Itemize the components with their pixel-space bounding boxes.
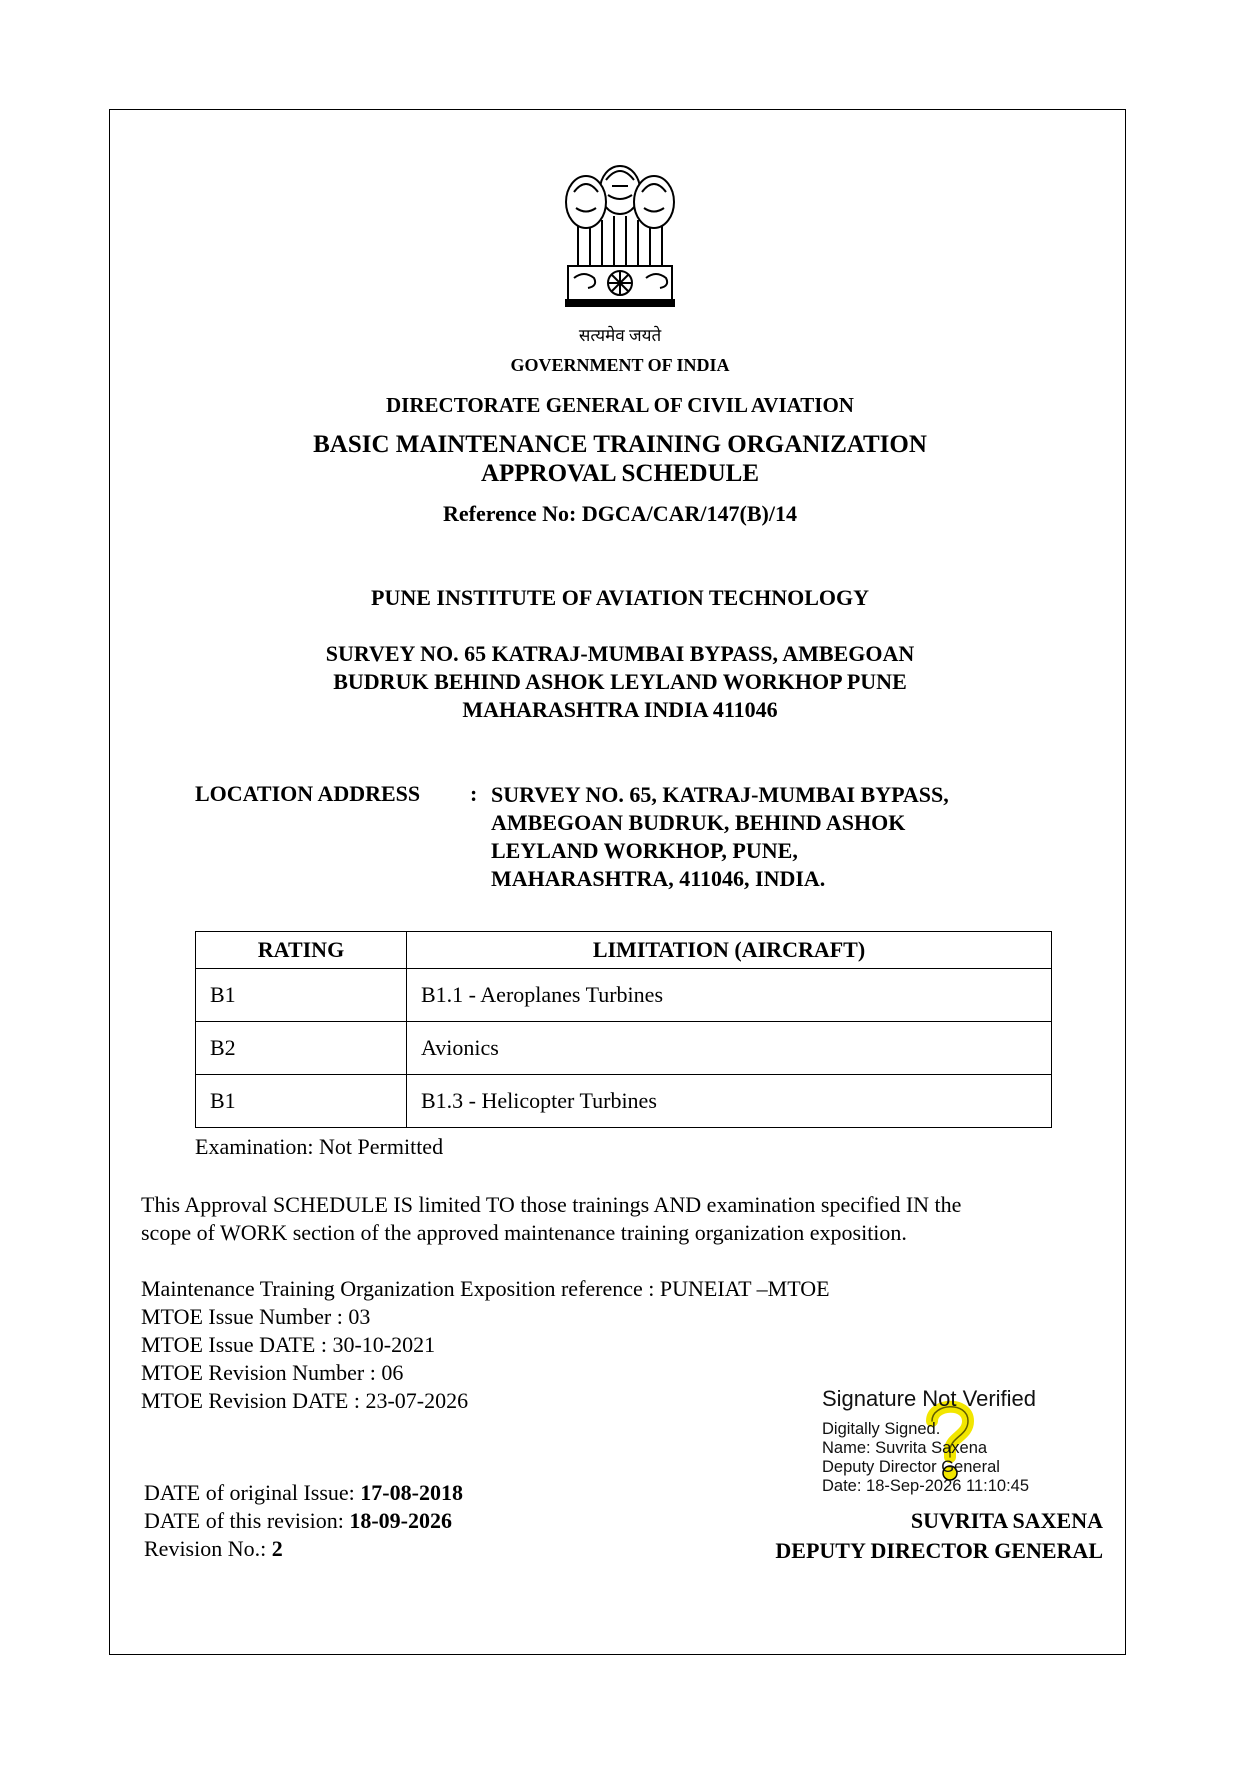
- location-address-label: LOCATION ADDRESS: [195, 781, 421, 806]
- signature-detail: Name: Suvrita Saxena: [822, 1439, 988, 1457]
- revision-date: [144, 1507, 463, 1535]
- location-address-line: AMBEGOAN BUDRUK, BEHIND ASHOK: [491, 810, 906, 835]
- column-header-limitation: LIMITATION (AIRCRAFT): [407, 932, 1052, 969]
- location-address-line: MAHARASHTRA, 411046, INDIA.: [491, 866, 826, 891]
- signature-status: Signature Not Verified: [822, 1386, 1037, 1411]
- issue-info: [144, 1479, 463, 1563]
- location-address-value: [491, 781, 1051, 893]
- signatory-block: [775, 1506, 1103, 1566]
- signatory-designation: DEPUTY DIRECTOR GENERAL: [775, 1538, 1103, 1563]
- limitation-cell: Avionics: [407, 1022, 1052, 1075]
- original-issue-value: 17-08-2018: [360, 1480, 463, 1505]
- organization-name: PUNE INSTITUTE OF AVIATION TECHNOLOGY: [371, 585, 869, 610]
- limitation-cell: B1.3 - Helicopter Turbines: [407, 1075, 1052, 1128]
- revision-number-label: Revision No.:: [144, 1536, 272, 1561]
- scope-paragraph-line: This Approval SCHEDULE IS limited TO those trainings AND examination specified IN the: [141, 1192, 962, 1217]
- table-header-row: [196, 932, 1052, 969]
- mtoe-revision-number: MTOE Revision Number : 06: [141, 1360, 404, 1385]
- table-row: [196, 1075, 1052, 1128]
- document-title-line2: APPROVAL SCHEDULE: [480, 460, 760, 487]
- revision-number: [144, 1535, 463, 1563]
- column-header-rating: RATING: [196, 932, 407, 969]
- organization-address-line: BUDRUK BEHIND ASHOK LEYLAND WORKHOP PUNE: [333, 669, 907, 694]
- digital-signature-block: [822, 1386, 1036, 1496]
- limitation-cell: B1.1 - Aeroplanes Turbines: [407, 969, 1052, 1022]
- location-address-colon: :: [470, 781, 478, 806]
- government-heading: GOVERNMENT OF INDIA: [510, 355, 730, 375]
- signatory-name: SUVRITA SAXENA: [910, 1508, 1103, 1533]
- revision-date-label: DATE of this revision:: [144, 1508, 350, 1533]
- organization-address-line: MAHARASHTRA INDIA 411046: [462, 697, 778, 722]
- examination-note: Examination: Not Permitted: [195, 1134, 444, 1159]
- signature-detail: Deputy Director General: [822, 1458, 1000, 1476]
- mtoe-revision-date: MTOE Revision DATE : 23-07-2026: [141, 1388, 469, 1413]
- revision-date-value: 18-09-2026: [349, 1508, 452, 1533]
- scope-paragraph: [141, 1191, 961, 1247]
- mtoe-details: [141, 1275, 830, 1415]
- document-title-line1: BASIC MAINTENANCE TRAINING ORGANIZATION: [313, 431, 927, 458]
- original-issue-date: [144, 1479, 463, 1507]
- location-address-line: LEYLAND WORKHOP, PUNE,: [491, 838, 798, 863]
- revision-number-value: 2: [271, 1536, 283, 1561]
- location-address-line: SURVEY NO. 65, KATRAJ-MUMBAI BYPASS,: [491, 782, 949, 807]
- signature-detail: Digitally Signed.: [822, 1420, 941, 1438]
- reference-number: Reference No: DGCA/CAR/147(B)/14: [443, 501, 797, 526]
- mtoe-issue-number: MTOE Issue Number : 03: [141, 1304, 371, 1329]
- scope-paragraph-line: scope of WORK section of the approved maintenance training organization exposition.: [141, 1220, 907, 1245]
- table-row: [196, 969, 1052, 1022]
- signature-detail: Date: 18-Sep-2026 11:10:45: [822, 1477, 1030, 1495]
- ratings-table: [195, 931, 1052, 1128]
- original-issue-label: DATE of original Issue:: [144, 1480, 361, 1505]
- national-emblem-icon: [556, 150, 684, 320]
- emblem-motto: सत्यमेव जयते: [578, 326, 662, 345]
- organization-address-line: SURVEY NO. 65 KATRAJ-MUMBAI BYPASS, AMBEGOAN: [325, 641, 915, 666]
- directorate-heading: DIRECTORATE GENERAL OF CIVIL AVIATION: [386, 393, 854, 417]
- mtoe-issue-date: MTOE Issue DATE : 30-10-2021: [141, 1332, 436, 1357]
- rating-cell: B1: [196, 1075, 407, 1128]
- rating-cell: B1: [196, 969, 407, 1022]
- table-row: [196, 1022, 1052, 1075]
- mtoe-reference: Maintenance Training Organization Exposition reference : PUNEIAT –MTOE: [141, 1276, 830, 1301]
- rating-cell: B2: [196, 1022, 407, 1075]
